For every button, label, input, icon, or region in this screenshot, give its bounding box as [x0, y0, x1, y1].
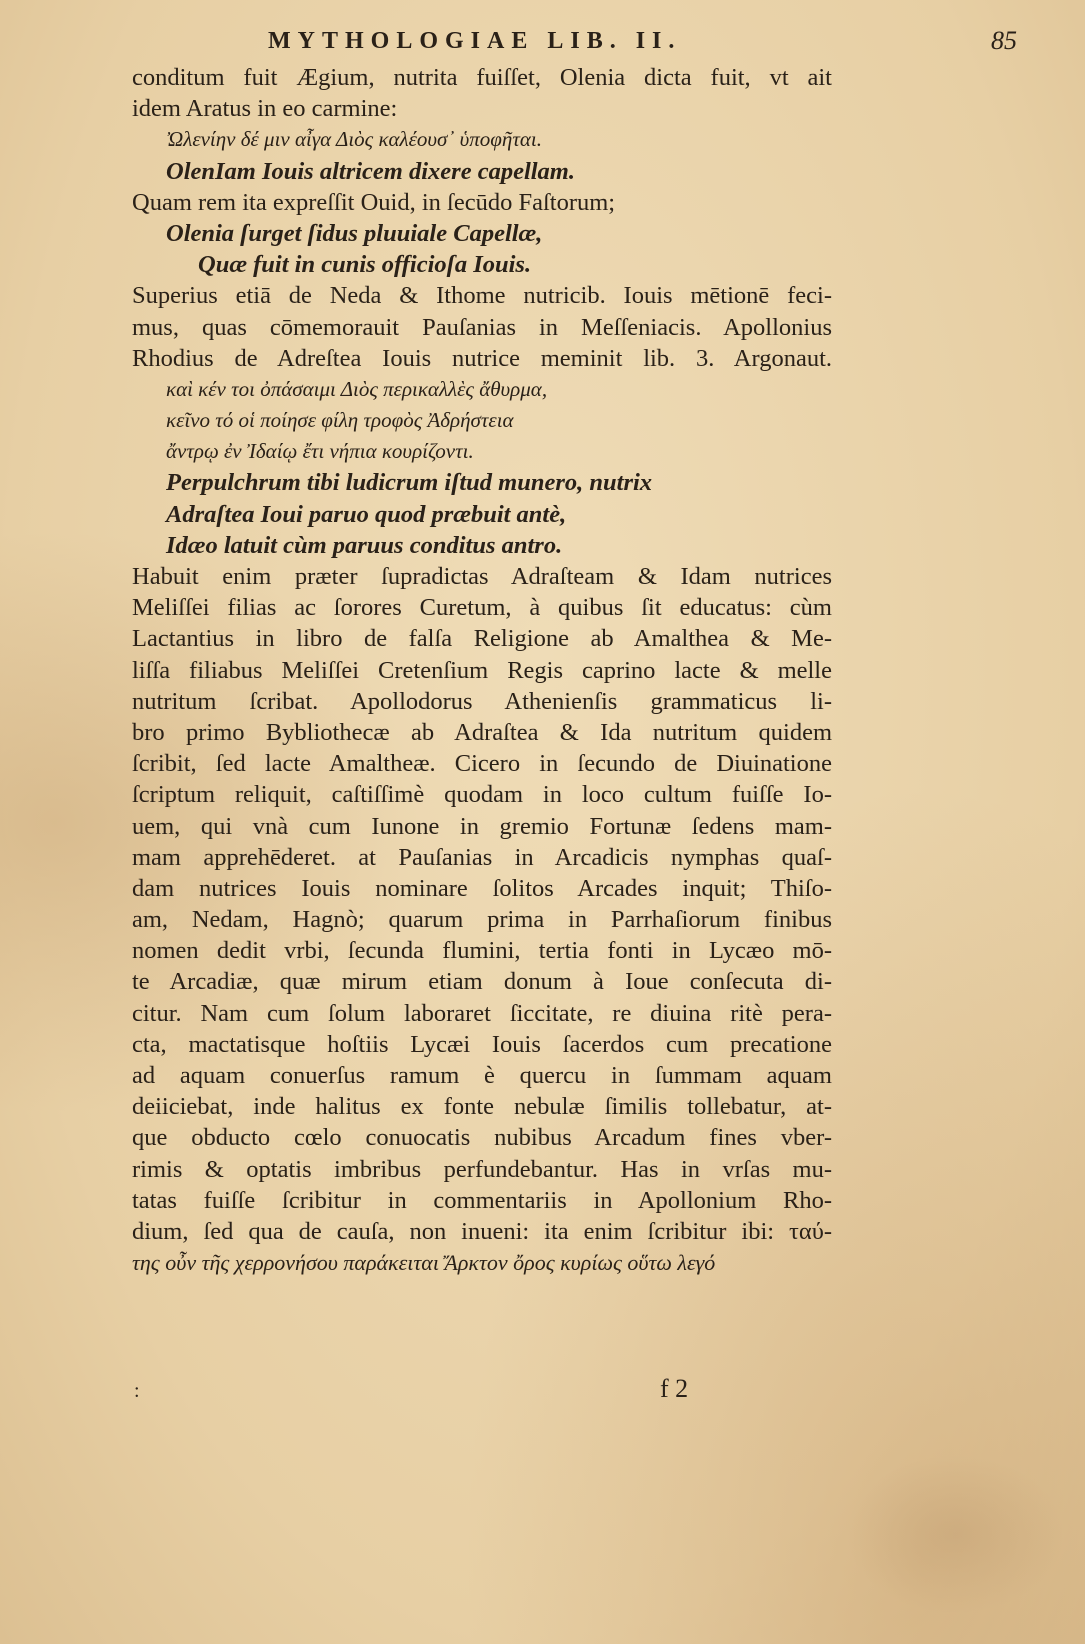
- text-line: dam nutrices Iouis nominare ſolitos Arcades inquit; Thiſo-: [132, 874, 832, 902]
- text-line: am, Nedam, Hagnò; quarum prima in Parrhaſiorum finibus: [132, 906, 832, 934]
- latin-verse-line: Olenia ſurget ſidus pluuiale Capellæ,: [166, 219, 543, 247]
- text-line: ad aquam conuerſus ramum è quercu in ſummam aquam: [132, 1062, 832, 1089]
- text-line: conditum fuit Ægium, nutrita fuiſſet, Olenia dicta fuit, vt ait: [132, 64, 832, 91]
- text-line: deiiciebat, inde halitus ex fonte nebulæ ſimilis tollebatur, at-: [132, 1093, 832, 1121]
- text-line: nutritum ſcribat. Apollodorus Athenienſis grammaticus li-: [132, 687, 832, 715]
- latin-verse-line: Quæ fuit in cunis officioſa Iouis.: [198, 251, 532, 279]
- text-line: citur. Nam cum ſolum laboraret ſiccitate, re diuina ritè pera-: [132, 999, 832, 1027]
- text-line: Quam rem ita expreſſit Ouid, in ſecūdo Faſtorum;: [132, 188, 616, 216]
- text-line: Superius etiā de Neda & Ithome nutricib. Iouis mētionē feci-: [132, 282, 832, 310]
- page-number: 85: [991, 26, 1017, 55]
- text-line: cta, mactatisque hoſtiis Lycæi Iouis ſacerdos cum precatione: [132, 1030, 832, 1058]
- text-line: Habuit enim præter ſupradictas Adraſteam & Idam nutrices: [132, 563, 832, 590]
- latin-verse-line: Perpulchrum tibi ludicrum iſtud munero, nutrix: [166, 469, 653, 497]
- footer-mark: :: [134, 1380, 140, 1402]
- main-text-block: [132, 62, 832, 1278]
- page-header: [130, 26, 1045, 62]
- text-line: Rhodius de Adreſtea Iouis nutrice meminit lib. 3. Argonaut.: [132, 344, 832, 372]
- greek-verse-line: Ὠλενίην δέ μιν αἶγα Διὸς καλέουσ᾽ ὑποφῆται.: [166, 127, 542, 152]
- running-title: MYTHOLOGIAE LIB. II.: [268, 28, 682, 54]
- greek-verse-line: ἄντρῳ ἐν Ἰδαίῳ ἔτι νήπια κουρίζοντι.: [166, 439, 474, 464]
- latin-verse-line: Idæo latuit cùm paruus conditus antro.: [166, 531, 563, 559]
- text-line: Meliſſei filias ac ſorores Curetum, à quibus ſit educatus: cùm: [132, 594, 832, 622]
- text-line: mam apprehēderet. at Pauſanias in Arcadicis nymphas quaſ-: [132, 843, 832, 871]
- text-line: ſcriptum reliquit, caſtiſſimè quodam in loco cultum fuiſſe Io-: [132, 781, 832, 809]
- text-line: Lactantius in libro de falſa Religione ab Amalthea & Me-: [132, 625, 832, 653]
- text-line: te Arcadiæ, quæ mirum etiam donum à Ioue conſecuta di-: [132, 968, 832, 996]
- text-line: nomen dedit vrbi, ſecunda flumini, tertia fonti in Lycæo mō-: [132, 937, 832, 965]
- text-line: tatas fuiſſe ſcribitur in commentariis in Apollonium Rho-: [132, 1186, 832, 1214]
- latin-verse-line: OlenIam Iouis altricem dixere capellam.: [166, 157, 575, 185]
- text-line: bro primo Bybliothecæ ab Adraſtea & Ida nutritum quidem: [132, 718, 832, 746]
- latin-verse-line: Adraſtea Ioui paruo quod præbuit antè,: [166, 500, 567, 528]
- greek-verse-line: κεῖνο τό οἱ ποίησε φίλη τροφὸς Ἀδρήστεια: [166, 408, 514, 433]
- text-line: uem, qui vnà cum Iunone in gremio Fortunæ ſedens mam-: [132, 812, 832, 840]
- text-line: ſcribit, ſed lacte Amaltheæ. Cicero in ſecundo de Diuinatione: [132, 750, 832, 778]
- text-line: mus, quas cōmemorauit Pauſanias in Meſſeniacis. Apollonius: [132, 313, 832, 341]
- greek-text-line: της οὖν τῆς χερρονήσου παράκειται Ἄρκτον ὄρος κυρίως οὕτω λεγό: [132, 1250, 716, 1276]
- text-line: dium, ſed qua de cauſa, non inueni: ita enim ſcribitur ibi: ταύ-: [132, 1217, 832, 1245]
- paper-stain: [845, 1454, 1065, 1614]
- greek-verse-line: καὶ κέν τοι ὀπάσαιμι Διὸς περικαλλὲς ἄθυρμα,: [166, 376, 548, 401]
- signature-mark: f 2: [660, 1374, 689, 1403]
- text-line: que obducto cœlo conuocatis nubibus Arcadum fines vber-: [132, 1124, 832, 1152]
- text-line: rimis & optatis imbribus perfundebantur. Has in vrſas mu-: [132, 1155, 832, 1183]
- text-line: idem Aratus in eo carmine:: [132, 95, 398, 123]
- text-line: liſſa filiabus Meliſſei Cretenſium Regis caprino lacte & melle: [132, 656, 832, 684]
